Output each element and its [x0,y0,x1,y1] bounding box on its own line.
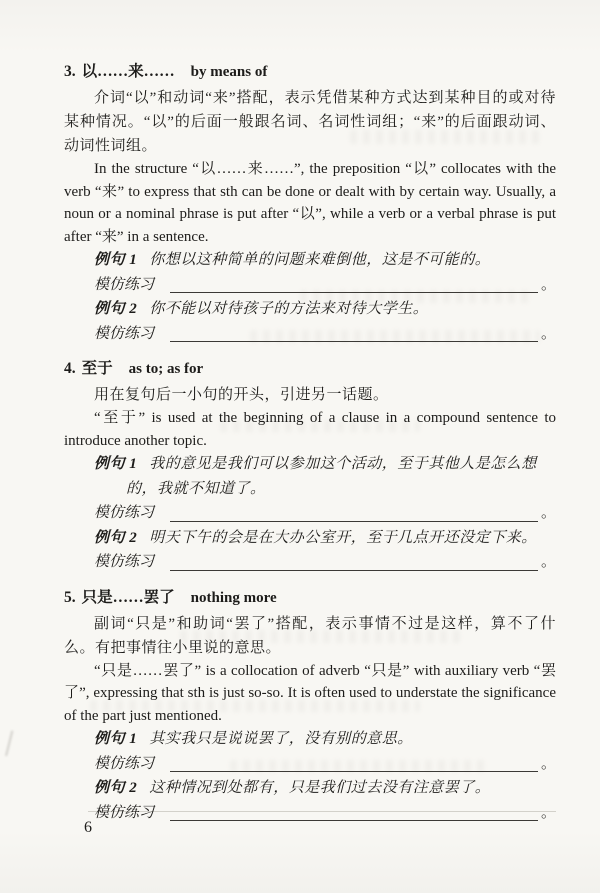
practice-blank-line [170,569,538,571]
example-text: 明天下午的会是在大办公室开，至于几点开还没定下来。 [149,529,537,546]
grammar-section-3 [64,60,556,346]
practice-label: 模仿练习 [94,755,155,772]
practice-blank-line [170,291,538,293]
practice-row [94,752,556,777]
section-heading [64,60,556,84]
explanation-zh: 介词“以”和动词“来”搭配，表示凭借某种方式达到某种目的或对待某种情况。“以”的后面一般跟名词、名词性词组；“来”的后面跟动词、动词性词组。 [64,90,556,154]
grammar-section-5 [64,586,556,826]
page-content [64,60,556,836]
sentence-period: 。 [540,804,556,821]
sentence-period: 。 [540,554,556,570]
english-gloss: as to; as for [128,361,204,377]
practice-blank-line [170,819,538,821]
practice-blank-line [170,520,538,522]
practice-row [94,550,556,575]
example-label: 例句 1 [94,456,138,472]
example-text: 你不能以对待孩子的方法来对待大学生。 [149,301,429,317]
example-label: 例句 2 [94,780,138,796]
practice-blank-line [170,340,538,342]
practice-label: 模仿练习 [94,325,155,342]
section-number: 3. [64,63,76,80]
english-gloss: nothing more [190,589,277,606]
practice-label: 模仿练习 [94,554,155,570]
sentence-period: 。 [540,505,556,521]
explanation-en: “只是……罢了” is a collocation of adverb “只是” with auxiliary verb “罢了”, expressing that sth is just so-so. It is often used to understate the significance of the part just mentioned. [64,662,556,724]
example-sentence [64,727,556,752]
practice-label: 模仿练习 [94,505,155,521]
section-heading [64,357,556,381]
explanation-en: In the structure “以……来……”, the preposition “以” collocates with the verb “来” to express that sth can be done or dealt with by certain way. Usually, a noun or a nominal phrase is put after “以”, while a verb or a verbal phrase is put after “来” in a sentence. [64,161,556,245]
sentence-period: 。 [540,325,556,342]
practice-blank-line [170,770,538,772]
example-text: 这种情况到处都有，只是我们过去没有注意罢了。 [149,780,491,796]
example-label: 例句 1 [94,731,138,747]
explanation-zh: 副词“只是”和助词“罢了”搭配，表示事情不过是这样，算不了什么。有把事情往小里说的意思。 [64,615,556,656]
grammar-term: 只是……罢了 [81,588,175,606]
sentence-period: 。 [540,755,556,772]
example-text: 其实我只是说说罢了，没有别的意思。 [149,731,413,747]
practice-row [94,501,556,526]
explanation-en: “至于” is used at the beginning of a clause in a compound sentence to introduce another topic. [64,410,556,449]
grammar-term: 至于 [81,360,113,377]
example-text: 我的意见是我们可以参加这个活动，至于其他人是怎么想的，我就不知道了。 [126,456,537,497]
practice-row [94,801,556,826]
practice-row [94,322,556,347]
example-sentence [64,248,556,273]
example-sentence [64,297,556,322]
practice-label: 模仿练习 [94,804,155,821]
english-gloss: by means of [190,64,268,80]
pencil-mark [5,730,27,759]
section-number: 4. [64,360,76,377]
example-sentence [64,526,556,551]
sentence-period: 。 [540,276,556,293]
page-number: 6 [84,819,92,836]
example-sentence [64,776,556,801]
example-label: 例句 2 [94,301,138,317]
example-sentence [64,452,556,501]
grammar-section-4 [64,357,556,575]
practice-label: 模仿练习 [94,276,155,293]
example-text: 你想以这种简单的问题来难倒他，这是不可能的。 [149,252,491,268]
explanation-zh: 用在复句后一小句的开头，引进另一话题。 [94,387,389,403]
example-label: 例句 2 [94,529,138,546]
practice-row [94,273,556,298]
example-label: 例句 1 [94,252,138,268]
grammar-term: 以……来…… [81,63,175,80]
section-number: 5. [64,588,76,606]
section-heading [64,586,556,610]
